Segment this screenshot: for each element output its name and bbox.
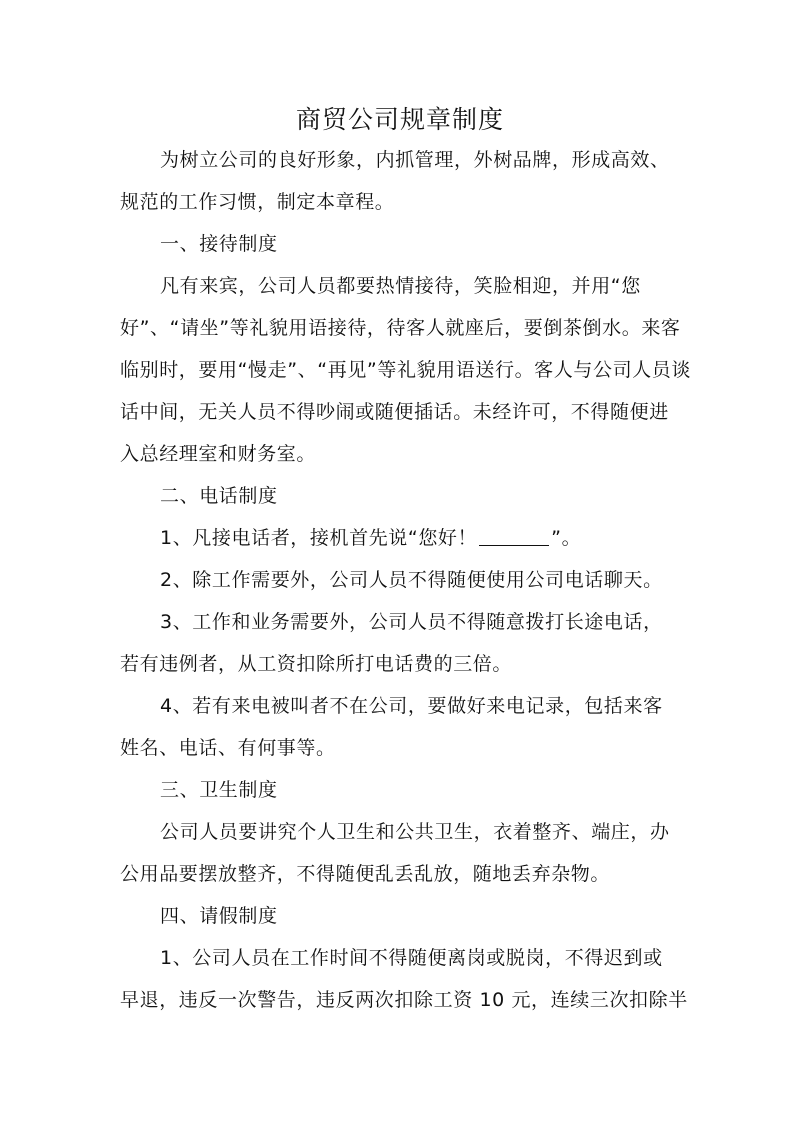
- paragraph-line: 早退，违反一次警告，违反两次扣除工资 10 元，连续三次扣除半: [120, 989, 688, 1011]
- paragraph-line: 话中间，无关人员不得吵闹或随便插话。未经许可，不得随便进: [120, 401, 669, 423]
- section-heading: 二、电话制度: [160, 485, 278, 507]
- section-heading: 四、请假制度: [160, 905, 278, 927]
- paragraph-line: 公用品要摆放整齐，不得随便乱丢乱放，随地丢弃杂物。: [120, 863, 611, 885]
- phone-greeting-close: ”。: [551, 527, 582, 549]
- document-title: 商贸公司规章制度: [295, 105, 504, 134]
- section-heading: 一、接待制度: [160, 233, 278, 255]
- paragraph-line: 4、若有来电被叫者不在公司，要做好来电记录，包括来客: [160, 695, 663, 717]
- paragraph-line: 公司人员要讲究个人卫生和公共卫生，衣着整齐、端庄，办: [160, 821, 670, 843]
- paragraph-line: 好”、“请坐”等礼貌用语接待，待客人就座后，要倒茶倒水。来客: [120, 317, 681, 339]
- paragraph-line: 1、公司人员在工作时间不得随便离岗或脱岗，不得迟到或: [160, 947, 663, 969]
- fill-in-blank: [479, 527, 549, 546]
- section-heading: 三、卫生制度: [160, 779, 278, 801]
- paragraph-line: 为树立公司的良好形象，内抓管理，外树品牌，形成高效、: [160, 149, 670, 171]
- paragraph-line: 3、工作和业务需要外，公司人员不得随意拨打长途电话，: [160, 611, 663, 633]
- paragraph-line: 规范的工作习惯，制定本章程。: [120, 191, 395, 213]
- paragraph-line: [0, 526, 800, 550]
- paragraph-line: 凡有来宾，公司人员都要热情接待，笑脸相迎，并用“您: [160, 275, 641, 297]
- phone-greeting-text: 1、凡接电话者，接机首先说“您好！: [160, 527, 478, 549]
- paragraph-line: 姓名、电话、有何事等。: [120, 737, 336, 759]
- paragraph-line: 入总经理室和财务室。: [120, 443, 317, 465]
- paragraph-line: 2、除工作需要外，公司人员不得随便使用公司电话聊天。: [160, 569, 663, 591]
- paragraph-line: 临别时，要用“慢走”、“再见”等礼貌用语送行。客人与公司人员谈: [120, 359, 691, 381]
- paragraph-line: 若有违例者，从工资扣除所打电话费的三倍。: [120, 653, 513, 675]
